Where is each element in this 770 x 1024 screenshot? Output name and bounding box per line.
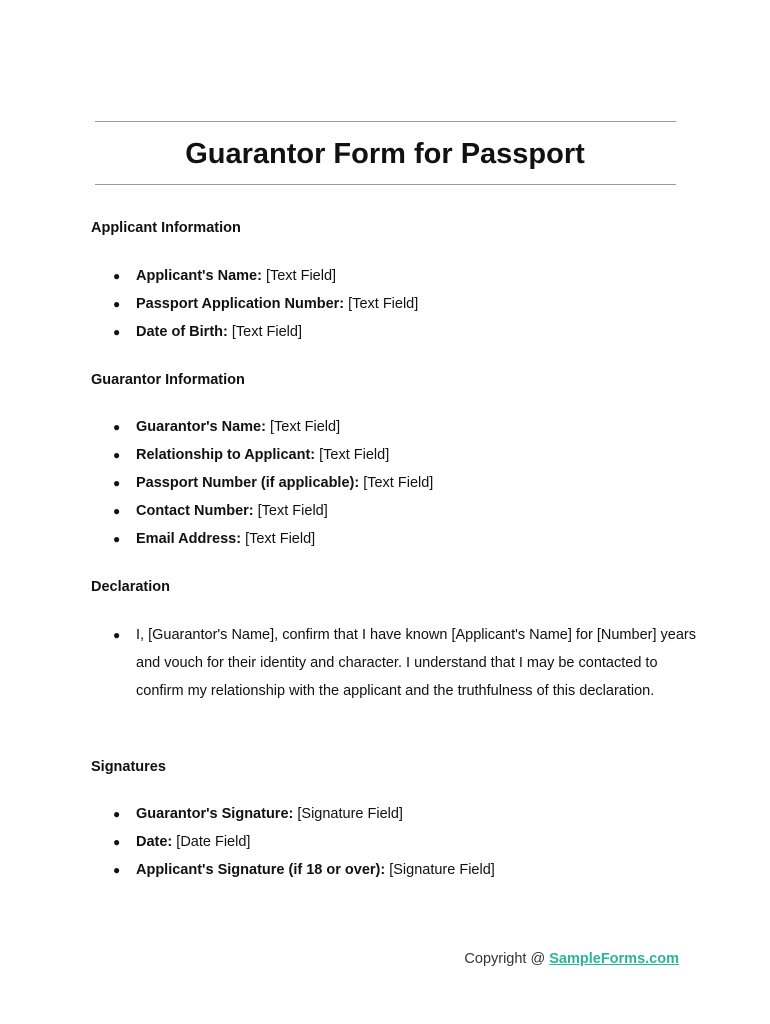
bullet-icon: ● <box>113 448 121 462</box>
bullet-icon: ● <box>113 807 121 821</box>
signature-field-guarantor[interactable]: [Signature Field] <box>297 806 403 822</box>
bullet-icon: ● <box>113 504 121 518</box>
field-label: Contact Number: <box>136 503 254 519</box>
section-heading-signatures: Signatures <box>91 759 166 775</box>
bullet-icon: ● <box>113 476 121 490</box>
text-field-date-of-birth[interactable]: [Text Field] <box>231 324 302 340</box>
date-field[interactable]: [Date Field] <box>176 834 251 850</box>
field-label: Relationship to Applicant: <box>136 447 316 463</box>
text-field-guarantor-name[interactable]: [Text Field] <box>270 419 341 435</box>
bullet-icon: ● <box>113 297 121 311</box>
bullet-icon: ● <box>113 269 121 283</box>
field-label: Applicant's Signature (if 18 or over): <box>136 862 386 878</box>
field-label: Applicant's Name: <box>136 268 262 284</box>
text-field-passport-number[interactable]: [Text Field] <box>363 475 434 491</box>
title-rule-bottom <box>95 184 676 185</box>
page-title: Guarantor Form for Passport <box>185 138 585 170</box>
bullet-icon: ● <box>113 532 121 546</box>
brand-link[interactable]: SampleForms.com <box>549 951 679 967</box>
bullet-icon: ● <box>113 420 121 434</box>
section-heading-declaration: Declaration <box>91 579 170 595</box>
text-field-applicant-name[interactable]: [Text Field] <box>265 268 337 284</box>
section-heading-guarantor: Guarantor Information <box>91 372 245 388</box>
copyright-footer <box>464 948 679 970</box>
bullet-icon: ● <box>113 325 121 339</box>
bullet-icon: ● <box>113 628 121 642</box>
field-label: Guarantor's Name: <box>136 419 266 435</box>
signature-field-applicant[interactable]: [Signature Field] <box>389 862 495 878</box>
title-rule-top <box>95 121 676 122</box>
field-label: Passport Application Number: <box>136 296 345 312</box>
field-label: Guarantor's Signature: <box>136 806 294 822</box>
copyright-prefix: Copyright @ <box>464 951 550 967</box>
field-label: Date of Birth: <box>136 324 228 340</box>
text-field-email-address[interactable]: [Text Field] <box>245 531 316 547</box>
text-field-relationship[interactable]: [Text Field] <box>319 447 390 463</box>
field-label: Passport Number (if applicable): <box>136 475 360 491</box>
field-label: Date: <box>136 834 173 850</box>
field-label: Email Address: <box>136 531 242 547</box>
text-field-contact-number[interactable]: [Text Field] <box>257 503 328 519</box>
bullet-icon: ● <box>113 863 121 877</box>
declaration-text: I, [Guarantor's Name], confirm that I have known [Applicant's Name] for [Number] years and vouch for their identity and character. I understand that I may be contacted to confirm my relationship with the applicant and the truthfulness of this declaration. <box>136 627 696 699</box>
text-field-passport-application-number[interactable]: [Text Field] <box>348 296 419 312</box>
bullet-icon: ● <box>113 835 121 849</box>
section-heading-applicant: Applicant Information <box>91 220 241 236</box>
